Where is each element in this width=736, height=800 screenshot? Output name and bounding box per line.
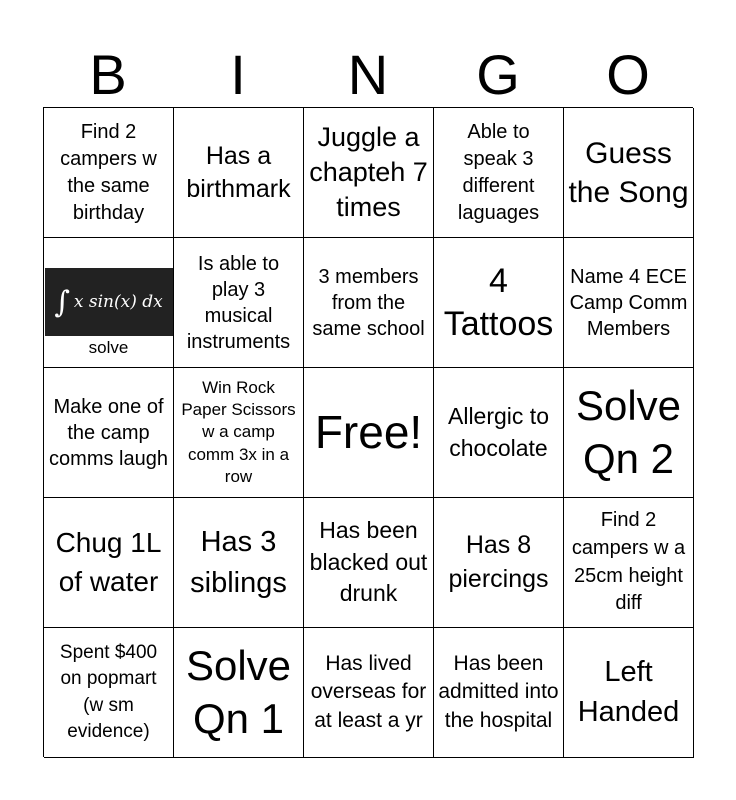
cell-text: Able to speak 3 different laguages: [457, 120, 540, 224]
bingo-cell-n2[interactable]: [304, 238, 434, 368]
bingo-cell-o1[interactable]: [564, 108, 694, 238]
bingo-cell-i1[interactable]: [174, 108, 304, 238]
cell-text: 4 Tattoos: [443, 262, 554, 343]
bingo-cell-g5[interactable]: [434, 628, 564, 758]
header-letter-o: O: [606, 43, 650, 106]
cell-text: 3 members from the same school: [312, 265, 425, 340]
cell-text: Has 8 piercings: [448, 530, 549, 593]
bingo-cell-i4[interactable]: [174, 498, 304, 628]
cell-text: Has been admitted into the hospital: [438, 651, 559, 732]
cell-text: Is able to play 3 musical instruments: [186, 252, 291, 353]
cell-text: solve: [88, 338, 129, 357]
bingo-cell-n1[interactable]: [304, 108, 434, 238]
bingo-cell-i3[interactable]: [174, 368, 304, 498]
bingo-cell-g3[interactable]: [434, 368, 564, 498]
cell-text: Spent $400 on popmart (w sm evidence): [59, 642, 158, 742]
cell-text: Find 2 campers w the same birthday: [60, 120, 157, 224]
cell-text: Allergic to chocolate: [448, 402, 549, 461]
cell-text: Has a birthmark: [186, 142, 291, 203]
cell-text: Left Handed: [577, 656, 680, 728]
bingo-cell-n4[interactable]: [304, 498, 434, 628]
bingo-cell-i2[interactable]: [174, 238, 304, 368]
header-letter-g: G: [476, 43, 520, 106]
bingo-cell-g1[interactable]: [434, 108, 564, 238]
bingo-cell-o3[interactable]: [564, 368, 694, 498]
bingo-cell-n3[interactable]: [304, 368, 434, 498]
cell-text: Has been blacked out drunk: [309, 516, 428, 607]
bingo-grid: [43, 107, 693, 757]
cell-text: Free!: [314, 405, 423, 458]
cell-text: Solve Qn 1: [185, 642, 292, 742]
cell-text: Guess the Song: [568, 136, 689, 209]
integral-image: [45, 268, 173, 336]
cell-text: Juggle a chapteh 7 times: [309, 121, 428, 223]
header-letter-i: I: [230, 43, 246, 106]
cell-text: Win Rock Paper Scissors w a camp comm 3x in a row: [181, 378, 296, 486]
bingo-cell-b3[interactable]: [44, 368, 174, 498]
cell-text: Make one of the camp comms laugh: [49, 395, 168, 470]
cell-text: Find 2 campers w a 25cm height diff: [571, 509, 686, 615]
bingo-cell-n5[interactable]: [304, 628, 434, 758]
integral-expression: x sin(x) dx: [73, 292, 163, 312]
bingo-cell-g2[interactable]: [434, 238, 564, 368]
bingo-cell-o5[interactable]: [564, 628, 694, 758]
bingo-cell-b1[interactable]: [44, 108, 174, 238]
cell-text: Has lived overseas for at least a yr: [310, 651, 427, 732]
cell-text: Has 3 siblings: [190, 526, 287, 599]
bingo-header: [43, 44, 693, 106]
bingo-cell-g4[interactable]: [434, 498, 564, 628]
cell-text: Chug 1L of water: [55, 526, 162, 597]
header-letter-b: B: [89, 43, 127, 106]
integral-sign: ∫: [54, 284, 70, 320]
bingo-cell-b2[interactable]: [44, 238, 174, 368]
bingo-cell-b5[interactable]: [44, 628, 174, 758]
cell-text: Name 4 ECE Camp Comm Members: [569, 265, 688, 340]
bingo-cell-o4[interactable]: [564, 498, 694, 628]
bingo-cell-o2[interactable]: [564, 238, 694, 368]
bingo-cell-i5[interactable]: [174, 628, 304, 758]
bingo-cell-b4[interactable]: [44, 498, 174, 628]
header-letter-n: N: [347, 43, 389, 106]
cell-text: Solve Qn 2: [575, 382, 682, 482]
